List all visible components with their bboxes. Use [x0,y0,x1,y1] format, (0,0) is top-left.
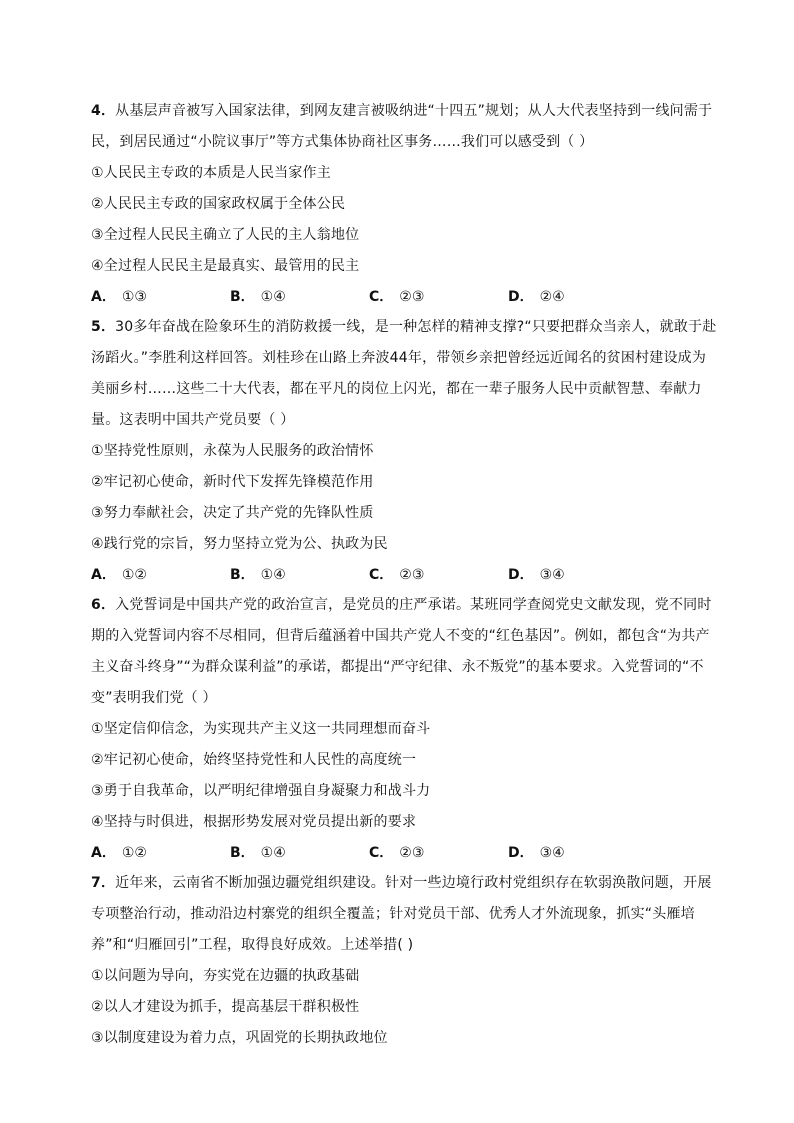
choice-letter: D． [508,845,534,861]
choice-c[interactable] [369,838,508,868]
choice-text: ②③ [399,567,425,583]
statement-option: ①人民民主专政的本质是人民当家作主 [91,165,331,181]
statement-option: ④全过程人民民主是最真实、最管用的民主 [91,258,360,274]
choice-letter: C． [369,567,394,583]
choice-text: ③④ [539,567,565,583]
statement-option: ②人民民主专政的国家政权属于全体公民 [91,196,346,212]
choice-letter: B． [230,289,255,305]
statement-option: ③全过程人民民主确立了人民的主人翁地位 [91,227,360,243]
question-6 [91,590,720,868]
statement-option: ①以问题为导向，夯实党在边疆的执政基础 [91,968,360,984]
choice-letter: A． [91,567,116,583]
choice-letter: C． [369,845,394,861]
statement-option: ②牢记初心使命，始终坚持党性和人民性的高度统一 [91,752,417,768]
choice-d[interactable] [508,838,647,868]
choice-letter: A． [91,289,116,305]
question-stem [91,96,720,158]
choice-b[interactable] [230,560,369,590]
choice-text: ②③ [399,289,425,305]
choice-text: ①④ [260,845,286,861]
statement-option: ②牢记初心使命，新时代下发挥先锋模范作用 [91,474,374,490]
choice-text: ①③ [121,289,147,305]
statement-option: ④坚持与时俱进，根据形势发展对党员提出新的要求 [91,814,417,830]
statement-option: ③勇于自我革命，以严明纪律增强自身凝聚力和战斗力 [91,783,431,799]
question-text: 入党誓词是中国共产党的政治宣言，是党员的庄严承诺。某班同学查阅党史文献发现，党不同时期的入党誓词内容不尽相同，但背后蕴涵着中国共产党人不变的“红色基因”。例如，都包含“为共产主义奋斗终身”“为群众谋利益”的承诺，都提出“严守纪律、永不叛党”的基本要求。入党誓词的“不变”表明我们党（ ） [91,597,712,706]
question-7 [91,868,720,1054]
choice-b[interactable] [230,282,369,312]
choice-c[interactable] [369,560,508,590]
question-text: 从基层声音被写入国家法律，到网友建言被吸纳进“十四五”规划；从人大代表坚持到一线问需于民，到居民通过“小院议事厅”等方式集体协商社区事务……我们可以感受到（ ） [91,103,713,150]
choice-letter: A． [91,845,116,861]
question-stem [91,590,720,714]
choice-letter: B． [230,567,255,583]
statement-option: ③努力奉献社会，决定了共产党的先锋队性质 [91,505,374,521]
question-stem [91,312,720,436]
choice-letter: B． [230,845,255,861]
question-number: 7． [91,875,116,891]
answer-choices [91,560,720,590]
question-text: 近年来，云南省不断加强边疆党组织建设。针对一些边境行政村党组织存在软弱涣散问题，开展专项整治行动，推动沿边村寨党的组织全覆盖；针对党员干部、优秀人才外流现象，抓实“头雁培养”和“归雁回引”工程，取得良好成效。上述举措( ) [91,875,712,953]
choice-c[interactable] [369,282,508,312]
choice-text: ①④ [260,567,286,583]
choice-text: ①② [121,845,147,861]
choice-a[interactable] [91,838,230,868]
statement-option: ①坚定信仰信念，为实现共产主义这一共同理想而奋斗 [91,721,431,737]
choice-text: ①④ [260,289,286,305]
statement-option: ①坚持党性原则，永葆为人民服务的政治情怀 [91,443,374,459]
question-number: 4． [91,103,116,119]
statement-option: ④践行党的宗旨，努力坚持立党为公、执政为民 [91,536,388,552]
question-text: 30多年奋战在险象环生的消防救援一线，是一种怎样的精神支撑?“只要把群众当亲人，就敢于赴汤蹈火。”李胜利这样回答。刘桂珍在山路上奔波44年，带领乡亲把曾经远近闻名的贫困村建设成为美丽乡村……这些二十大代表，都在平凡的岗位上闪光，都在一辈子服务人民中贡献智慧、奉献力量。这表明中国共产党员要（ ） [91,319,717,428]
question-4 [91,96,720,312]
choice-text: ②③ [399,845,425,861]
choice-letter: D． [508,567,534,583]
question-number: 5． [91,319,116,335]
statement-option: ②以人才建设为抓手，提高基层干群积极性 [91,999,360,1015]
choice-a[interactable] [91,560,230,590]
choice-b[interactable] [230,838,369,868]
choice-letter: D． [508,289,534,305]
answer-choices [91,282,720,312]
choice-d[interactable] [508,560,647,590]
answer-choices [91,838,720,868]
choice-d[interactable] [508,282,647,312]
statement-option: ③以制度建设为着力点，巩固党的长期执政地位 [91,1030,388,1046]
question-stem [91,868,720,961]
choice-a[interactable] [91,282,230,312]
question-5 [91,312,720,590]
choice-text: ①② [121,567,147,583]
choice-letter: C． [369,289,394,305]
choice-text: ②④ [539,289,565,305]
question-number: 6． [91,597,116,613]
choice-text: ③④ [539,845,565,861]
